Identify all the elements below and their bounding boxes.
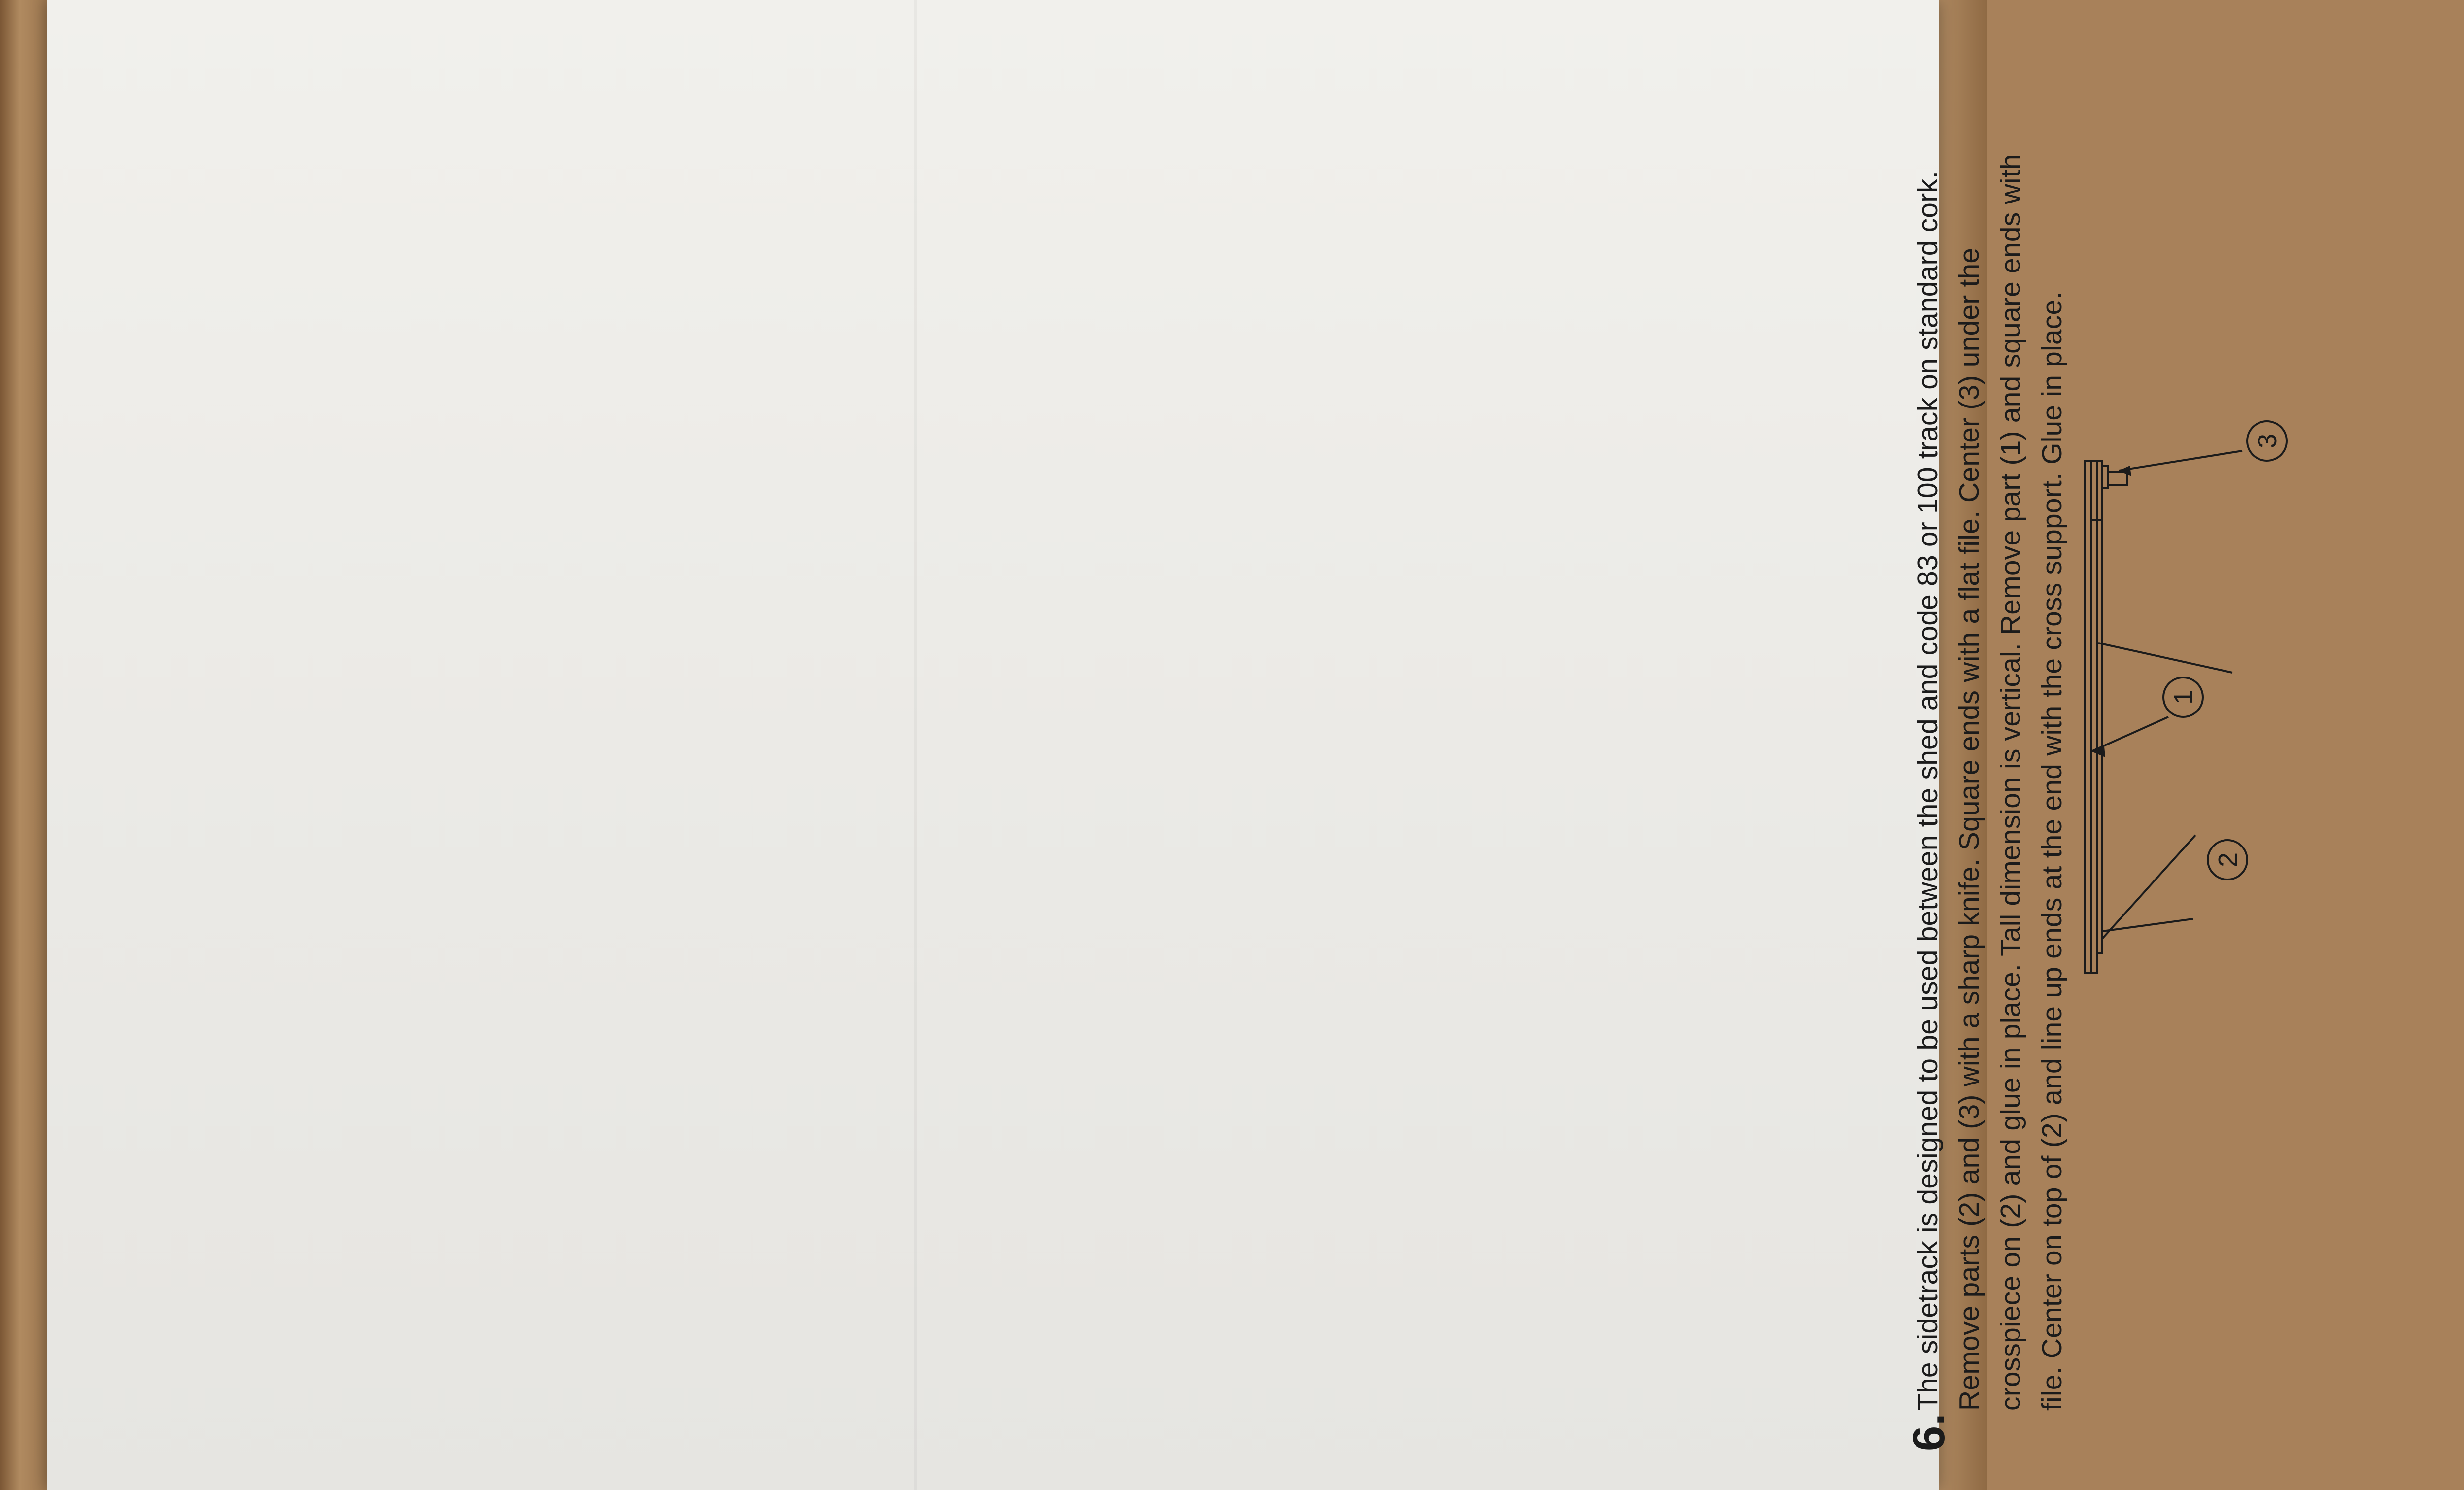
instruction-sheet: [47, 0, 1939, 1490]
step-text: The sidetrack is designed to be used between the shed and code 83 or 100 track on standard cork. Remove parts (2) and (3) with a sharp knife. Square ends with a flat file. Center (3) under the crosspiece on (2) and glue in place. Tall dimension is vertical. Remove part (1) and square ends with file. Center on top of (2) and line up ends at the end with the cross support. Glue in place.: [1912, 154, 2068, 1411]
part-1-rail: [2085, 461, 2091, 973]
callout-3-label: 3: [2253, 433, 2282, 449]
callout-1-label: 1: [2169, 689, 2198, 705]
callout-2-label: 2: [2213, 852, 2243, 868]
part-3-support: [2108, 472, 2127, 485]
part-2-sill: [2097, 461, 2102, 953]
sidetrack-diagram: [2070, 318, 2326, 1008]
step-6: [1904, 120, 2073, 1451]
paper-fold-crease: [914, 0, 917, 1490]
step-number: 6.: [1904, 1413, 1954, 1451]
rotated-page-content: [1904, 42, 2464, 1451]
